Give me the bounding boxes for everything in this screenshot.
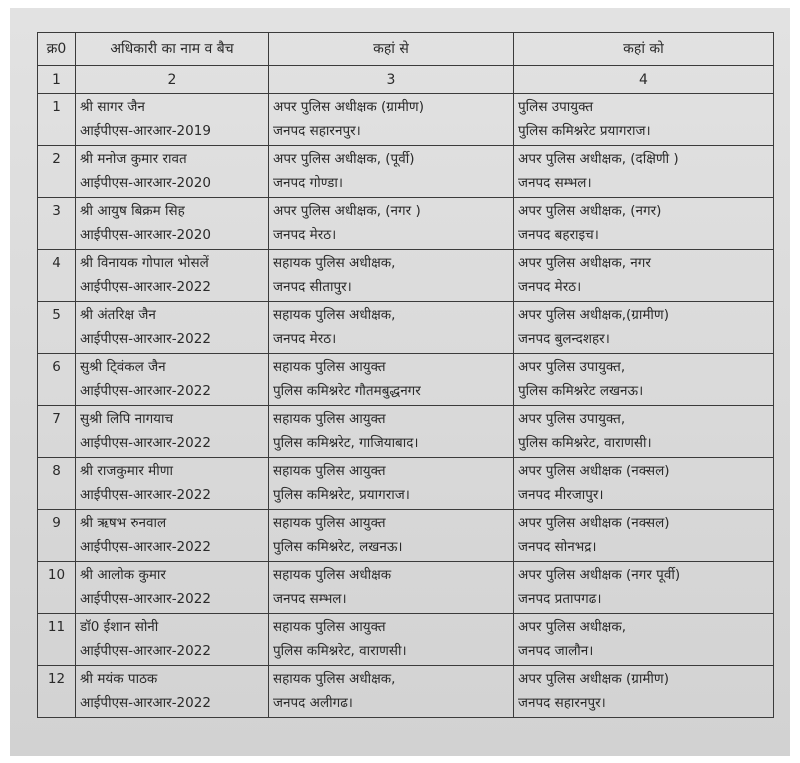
serial-number-text: 11 bbox=[47, 619, 66, 635]
from-location: जनपद सहारनपुर। bbox=[273, 123, 361, 139]
officer-cell bbox=[76, 146, 269, 198]
table-row bbox=[38, 406, 774, 458]
to-location: जनपद जालौन। bbox=[518, 643, 594, 659]
from-location: जनपद गोण्डा। bbox=[273, 175, 343, 191]
from-post: सहायक पुलिस आयुक्त bbox=[273, 619, 386, 635]
to-cell bbox=[514, 614, 774, 666]
officer-batch: आईपीएस-आरआर-2022 bbox=[80, 643, 211, 659]
officer-batch: आईपीएस-आरआर-2022 bbox=[80, 279, 211, 295]
to-location: पुलिस कमिश्नरेट प्रयागराज। bbox=[518, 123, 651, 139]
to-location: जनपद बुलन्दशहर। bbox=[518, 331, 610, 347]
from-location: जनपद सीतापुर। bbox=[273, 279, 352, 295]
to-post: अपर पुलिस अधीक्षक (नक्सल) bbox=[518, 515, 670, 531]
column-number: 1 bbox=[38, 66, 76, 94]
from-cell bbox=[269, 562, 514, 614]
to-post: अपर पुलिस अधीक्षक,(ग्रामीण) bbox=[518, 307, 669, 323]
from-post: सहायक पुलिस अधीक्षक bbox=[273, 567, 392, 583]
officer-batch: आईपीएस-आरआर-2022 bbox=[80, 331, 211, 347]
serial-number bbox=[38, 146, 76, 198]
from-cell bbox=[269, 302, 514, 354]
column-number: 3 bbox=[269, 66, 514, 94]
to-post: अपर पुलिस अधीक्षक (ग्रामीण) bbox=[518, 671, 669, 687]
officer-batch: आईपीएस-आरआर-2022 bbox=[80, 539, 211, 555]
officer-name: सुश्री लिपि नागयाच bbox=[80, 411, 174, 427]
officer-name: श्री ऋषभ रुनवाल bbox=[80, 515, 167, 531]
to-cell bbox=[514, 458, 774, 510]
from-location: जनपद मेरठ। bbox=[273, 331, 337, 347]
to-location: जनपद प्रतापगढ। bbox=[518, 591, 602, 607]
from-location: जनपद सम्भल। bbox=[273, 591, 347, 607]
serial-number bbox=[38, 302, 76, 354]
officer-name: डॉ0 ईशान सोनी bbox=[80, 619, 159, 635]
table-row bbox=[38, 198, 774, 250]
officer-cell bbox=[76, 510, 269, 562]
officer-batch: आईपीएस-आरआर-2022 bbox=[80, 487, 211, 503]
serial-number-text: 12 bbox=[47, 671, 66, 687]
serial-number-text: 3 bbox=[52, 203, 61, 219]
officer-batch: आईपीएस-आरआर-2022 bbox=[80, 435, 211, 451]
header-officer-name-batch: अधिकारी का नाम व बैच bbox=[76, 33, 269, 66]
from-post: सहायक पुलिस अधीक्षक, bbox=[273, 255, 396, 271]
from-location: पुलिस कमिश्नरेट गौतमबुद्धनगर bbox=[273, 383, 421, 399]
from-location: पुलिस कमिश्नरेट, प्रयागराज। bbox=[273, 487, 410, 503]
serial-number-text: 7 bbox=[52, 411, 61, 427]
from-cell bbox=[269, 458, 514, 510]
from-location: पुलिस कमिश्नरेट, लखनऊ। bbox=[273, 539, 403, 555]
officer-cell bbox=[76, 250, 269, 302]
to-cell bbox=[514, 146, 774, 198]
from-post: सहायक पुलिस अधीक्षक, bbox=[273, 671, 396, 687]
from-cell bbox=[269, 198, 514, 250]
to-location: पुलिस कमिश्नरेट, वाराणसी। bbox=[518, 435, 652, 451]
to-cell bbox=[514, 250, 774, 302]
officer-name: श्री मयंक पाठक bbox=[80, 671, 158, 687]
column-number: 4 bbox=[514, 66, 774, 94]
to-post: अपर पुलिस उपायुक्त, bbox=[518, 411, 626, 427]
from-post: अपर पुलिस अधीक्षक, (पूर्वी) bbox=[273, 151, 415, 167]
from-post: अपर पुलिस अधीक्षक, (नगर ) bbox=[273, 203, 421, 219]
from-location: पुलिस कमिश्नरेट, गाजियाबाद। bbox=[273, 435, 419, 451]
header-row bbox=[38, 33, 774, 66]
from-cell bbox=[269, 94, 514, 146]
to-location: जनपद मीरजापुर। bbox=[518, 487, 604, 503]
from-post: सहायक पुलिस आयुक्त bbox=[273, 411, 386, 427]
from-post: सहायक पुलिस आयुक्त bbox=[273, 515, 386, 531]
transfer-table bbox=[37, 32, 774, 718]
table-row bbox=[38, 510, 774, 562]
to-post: अपर पुलिस अधीक्षक (नक्सल) bbox=[518, 463, 670, 479]
officer-cell bbox=[76, 94, 269, 146]
serial-number bbox=[38, 250, 76, 302]
table-row bbox=[38, 666, 774, 718]
serial-number-text: 8 bbox=[52, 463, 61, 479]
serial-number-text: 4 bbox=[52, 255, 61, 271]
serial-number bbox=[38, 406, 76, 458]
table-row bbox=[38, 458, 774, 510]
to-location: जनपद बहराइच। bbox=[518, 227, 599, 243]
column-number-row bbox=[38, 66, 774, 94]
serial-number bbox=[38, 354, 76, 406]
officer-name: श्री सागर जैन bbox=[80, 99, 145, 115]
to-cell bbox=[514, 666, 774, 718]
table-row bbox=[38, 302, 774, 354]
to-post: अपर पुलिस अधीक्षक, bbox=[518, 619, 626, 635]
serial-number bbox=[38, 510, 76, 562]
from-cell bbox=[269, 510, 514, 562]
officer-batch: आईपीएस-आरआर-2022 bbox=[80, 383, 211, 399]
from-post: सहायक पुलिस आयुक्त bbox=[273, 359, 386, 375]
serial-number bbox=[38, 562, 76, 614]
serial-number bbox=[38, 614, 76, 666]
to-location: पुलिस कमिश्नरेट लखनऊ। bbox=[518, 383, 644, 399]
serial-number-text: 9 bbox=[52, 515, 61, 531]
from-cell bbox=[269, 406, 514, 458]
officer-cell bbox=[76, 406, 269, 458]
header-from: कहां से bbox=[269, 33, 514, 66]
officer-cell bbox=[76, 562, 269, 614]
officer-name: श्री आलोक कुमार bbox=[80, 567, 166, 583]
to-post: अपर पुलिस उपायुक्त, bbox=[518, 359, 626, 375]
officer-cell bbox=[76, 354, 269, 406]
to-cell bbox=[514, 302, 774, 354]
to-location: जनपद सम्भल। bbox=[518, 175, 592, 191]
serial-number-text: 1 bbox=[52, 99, 61, 115]
serial-number-text: 2 bbox=[52, 151, 61, 167]
from-post: अपर पुलिस अधीक्षक (ग्रामीण) bbox=[273, 99, 424, 115]
column-number: 2 bbox=[76, 66, 269, 94]
from-cell bbox=[269, 354, 514, 406]
officer-name: श्री अंतरिक्ष जैन bbox=[80, 307, 156, 323]
to-cell bbox=[514, 510, 774, 562]
from-post: सहायक पुलिस अधीक्षक, bbox=[273, 307, 396, 323]
to-post: अपर पुलिस अधीक्षक, नगर bbox=[518, 255, 651, 271]
officer-batch: आईपीएस-आरआर-2020 bbox=[80, 227, 211, 243]
to-cell bbox=[514, 562, 774, 614]
serial-number bbox=[38, 198, 76, 250]
to-cell bbox=[514, 94, 774, 146]
officer-cell bbox=[76, 458, 269, 510]
to-cell bbox=[514, 198, 774, 250]
officer-batch: आईपीएस-आरआर-2020 bbox=[80, 175, 211, 191]
officer-cell bbox=[76, 666, 269, 718]
officer-name: श्री विनायक गोपाल भोसलें bbox=[80, 255, 209, 271]
table-row bbox=[38, 146, 774, 198]
officer-name: श्री मनोज कुमार रावत bbox=[80, 151, 187, 167]
from-location: जनपद मेरठ। bbox=[273, 227, 337, 243]
from-cell bbox=[269, 666, 514, 718]
header-serial: क्र0 bbox=[38, 33, 76, 66]
serial-number bbox=[38, 94, 76, 146]
serial-number bbox=[38, 458, 76, 510]
from-location: जनपद अलीगढ। bbox=[273, 695, 353, 711]
to-cell bbox=[514, 354, 774, 406]
table-row bbox=[38, 250, 774, 302]
table-row bbox=[38, 354, 774, 406]
to-location: जनपद सहारनपुर। bbox=[518, 695, 606, 711]
serial-number-text: 6 bbox=[52, 359, 61, 375]
officer-name: श्री राजकुमार मीणा bbox=[80, 463, 173, 479]
to-post: अपर पुलिस अधीक्षक, (नगर) bbox=[518, 203, 662, 219]
officer-name: सुश्री टि्वंकल जैन bbox=[80, 359, 166, 375]
from-location: पुलिस कमिश्नरेट, वाराणसी। bbox=[273, 643, 407, 659]
officer-cell bbox=[76, 302, 269, 354]
table-row bbox=[38, 562, 774, 614]
to-cell bbox=[514, 406, 774, 458]
to-location: जनपद सोनभद्र। bbox=[518, 539, 597, 555]
to-location: जनपद मेरठ। bbox=[518, 279, 582, 295]
table-row bbox=[38, 94, 774, 146]
officer-batch: आईपीएस-आरआर-2022 bbox=[80, 695, 211, 711]
serial-number-text: 5 bbox=[52, 307, 61, 323]
to-post: पुलिस उपायुक्त bbox=[518, 99, 594, 115]
from-cell bbox=[269, 250, 514, 302]
to-post: अपर पुलिस अधीक्षक (नगर पूर्वी) bbox=[518, 567, 681, 583]
table-row bbox=[38, 614, 774, 666]
serial-number-text: 10 bbox=[47, 567, 66, 583]
officer-cell bbox=[76, 614, 269, 666]
from-post: सहायक पुलिस आयुक्त bbox=[273, 463, 386, 479]
officer-batch: आईपीएस-आरआर-2022 bbox=[80, 591, 211, 607]
officer-batch: आईपीएस-आरआर-2019 bbox=[80, 123, 211, 139]
header-to: कहां को bbox=[514, 33, 774, 66]
to-post: अपर पुलिस अधीक्षक, (दक्षिणी ) bbox=[518, 151, 679, 167]
officer-cell bbox=[76, 198, 269, 250]
serial-number bbox=[38, 666, 76, 718]
from-cell bbox=[269, 614, 514, 666]
from-cell bbox=[269, 146, 514, 198]
officer-name: श्री आयुष बिक्रम सिह bbox=[80, 203, 185, 219]
